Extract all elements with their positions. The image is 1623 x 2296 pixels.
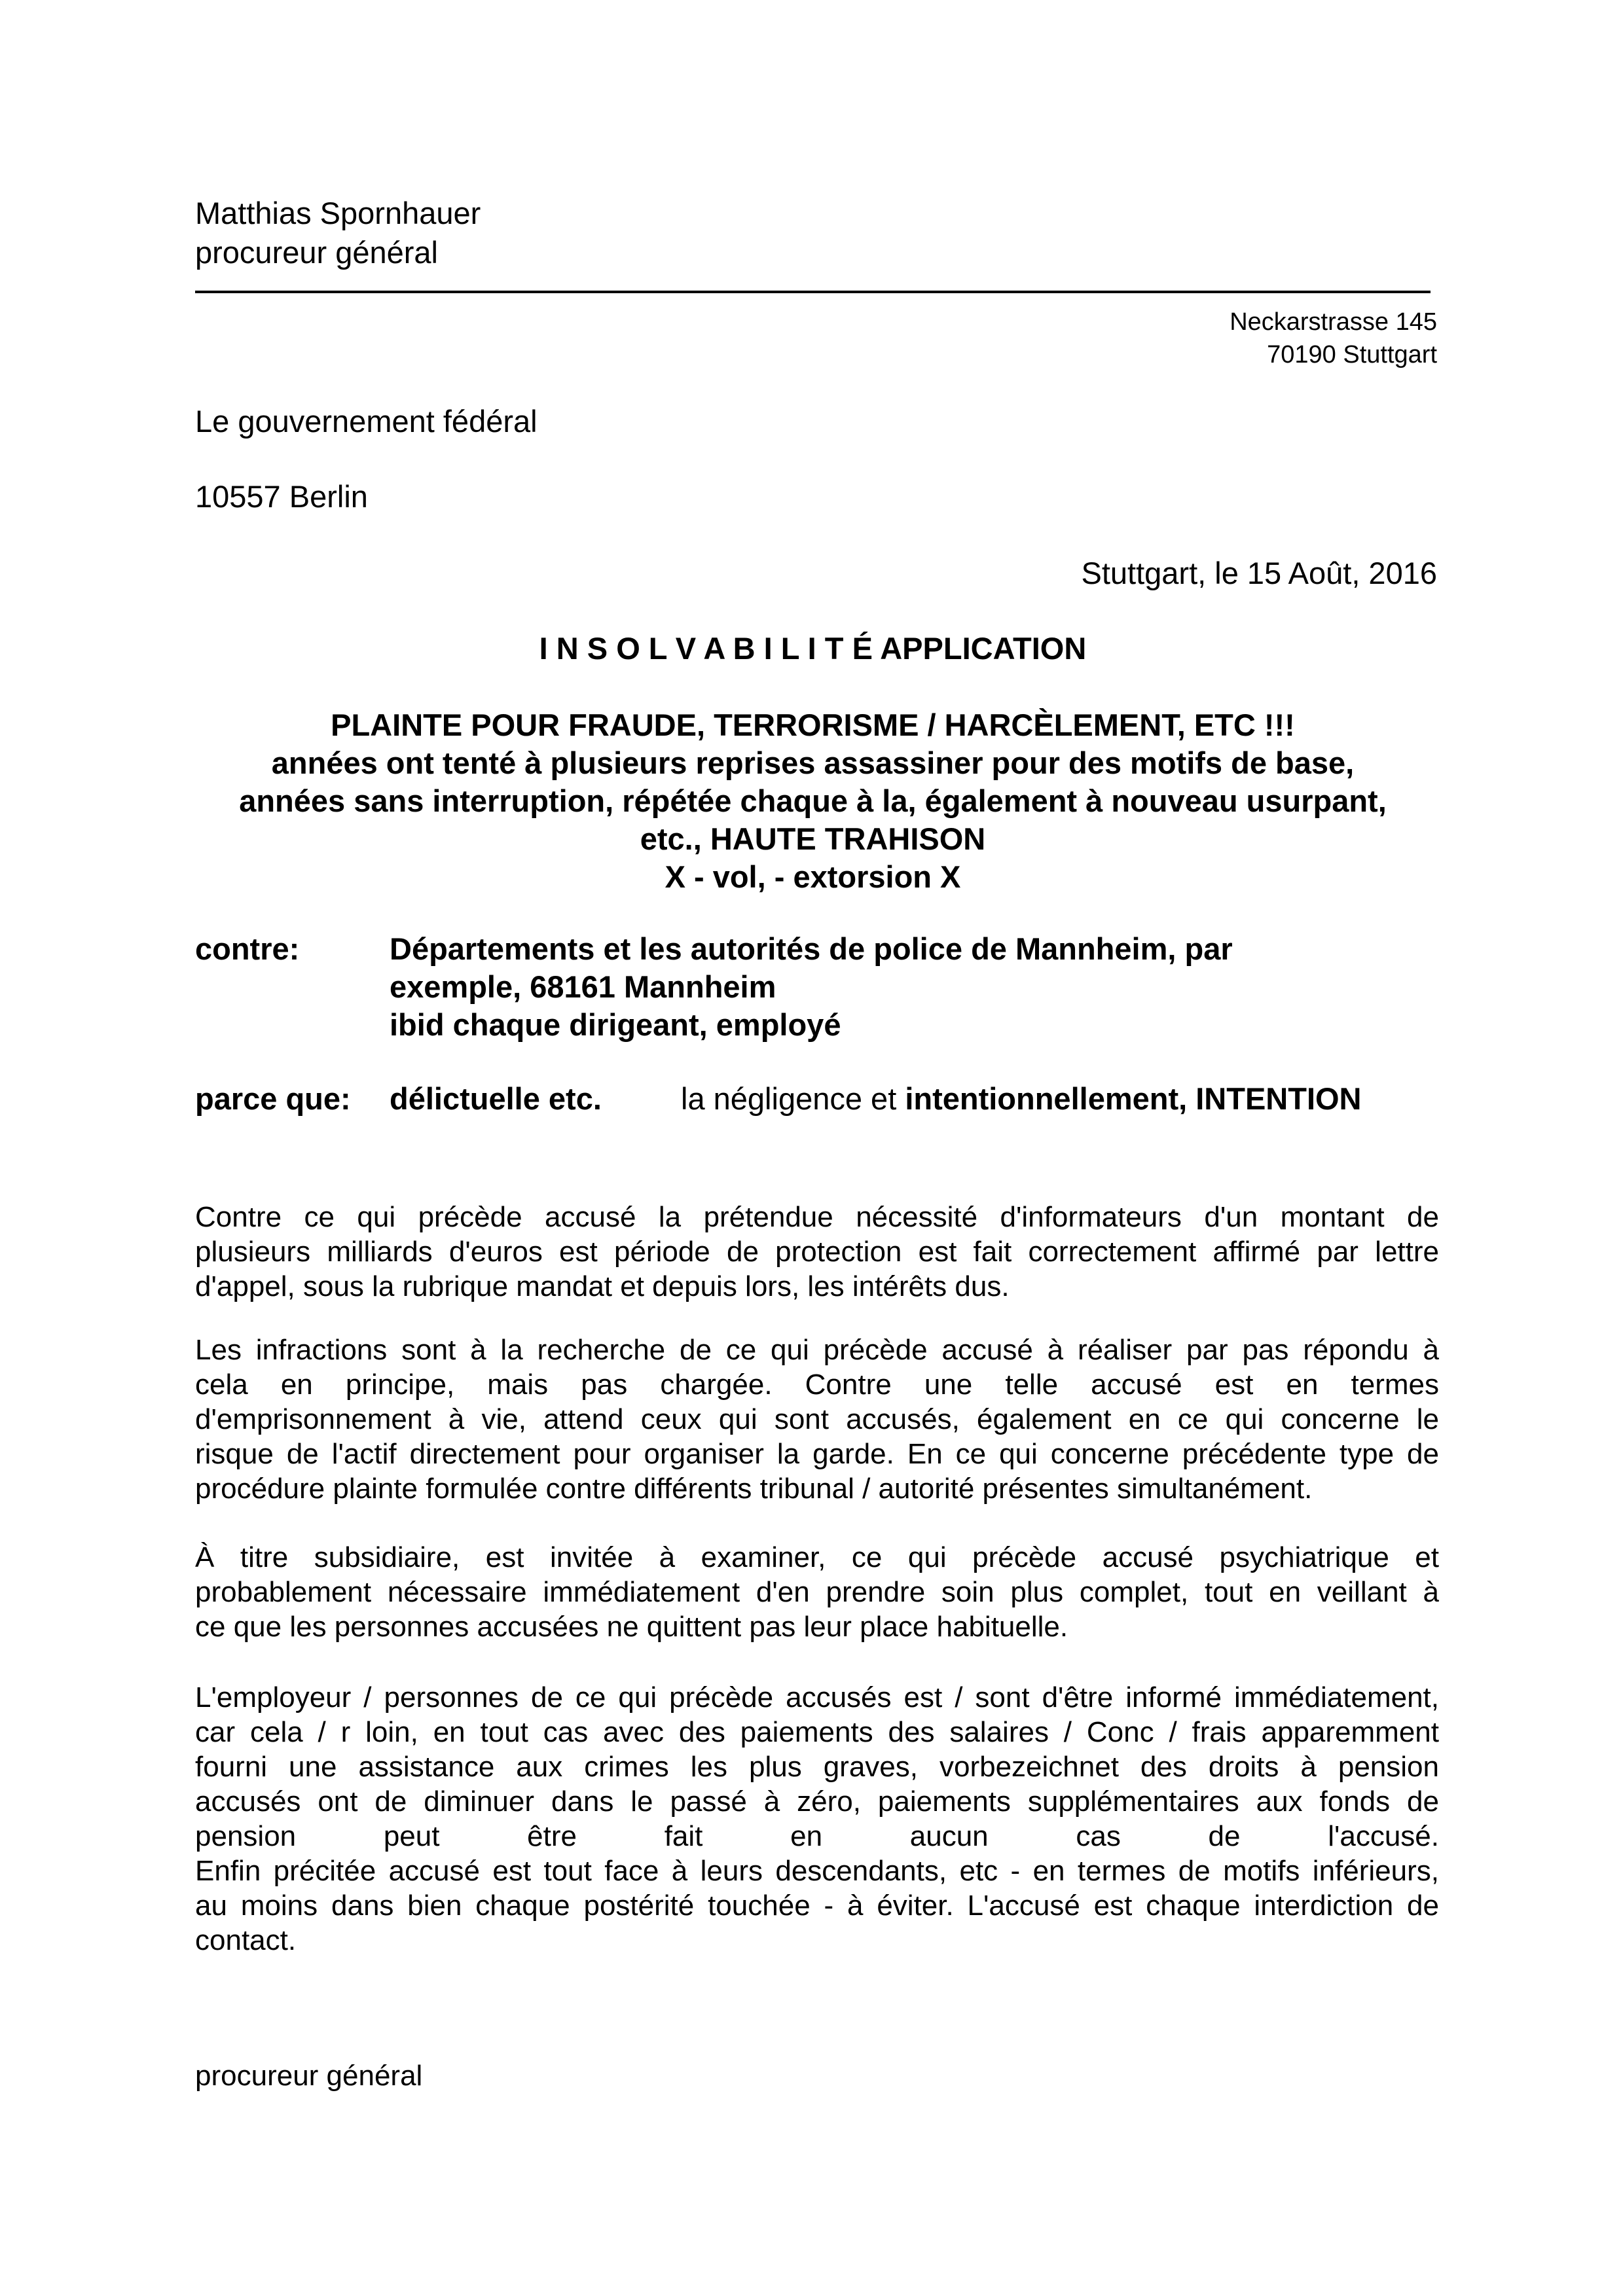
against-text — [390, 930, 1431, 1044]
paragraph-line: fourni une assistance aux crimes les plus graves, vorbezeichnet des droits à pension — [195, 1751, 1439, 1783]
subject-line: X - vol, - extorsion X — [665, 859, 961, 894]
paragraph-line: Enfin précitée accusé est tout face à leurs descendants, etc - en termes de motifs inférieurs, — [195, 1855, 1439, 1887]
paragraph-line: d'emprisonnement à vie, attend ceux qui sont accusés, également en ce qui concerne le — [195, 1403, 1439, 1435]
date-line: Stuttgart, le 15 Août, 2016 — [1081, 556, 1437, 590]
against-line: exemple, 68161 Mannheim — [390, 969, 776, 1004]
because-bold-text: intentionnellement, INTENTION — [905, 1081, 1362, 1116]
because-label: parce que: — [195, 1081, 351, 1116]
recipient-name: Le gouvernement fédéral — [195, 404, 538, 439]
sender-name: Matthias Spornhauer — [195, 196, 481, 230]
paragraph-line: L'employeur / personnes de ce qui précède accusés est / sont d'être informé immédiatement, — [195, 1681, 1439, 1713]
paragraph-line: ce que les personnes accusées ne quittent pas leur place habituelle. — [195, 1611, 1068, 1643]
sender-block — [195, 194, 981, 272]
subject-line: années ont tenté à plusieurs reprises assassiner pour des motifs de base, — [271, 745, 1355, 780]
header-divider — [195, 291, 1431, 293]
subject-block — [195, 706, 1431, 896]
body-paragraph — [195, 1680, 1439, 1958]
sender-title: procureur général — [195, 235, 438, 270]
paragraph-line: probablement nécessaire immédiatement d'en prendre soin plus complet, tout en veillant à — [195, 1576, 1439, 1608]
body-paragraph — [195, 1540, 1439, 1644]
paragraph-line: cela en principe, mais pas chargée. Contre une telle accusé est en termes — [195, 1369, 1439, 1401]
because-normal-text: la négligence et — [681, 1081, 897, 1116]
recipient-city: 10557 Berlin — [195, 479, 368, 514]
because-value: délictuelle etc. — [390, 1081, 602, 1116]
paragraph-line: plusieurs milliards d'euros est période de protection est fait correctement affirmé par lettre — [195, 1236, 1439, 1268]
subject-line: PLAINTE POUR FRAUDE, TERRORISME / HARCÈLEMENT, ETC !!! — [331, 708, 1295, 742]
subject-title: I N S O L V A B I L I T É APPLICATION — [539, 631, 1087, 666]
paragraph-line: Les infractions sont à la recherche de ce qui précède accusé à réaliser par pas répondu à — [195, 1334, 1439, 1366]
against-label: contre: — [195, 931, 300, 966]
paragraph-line: risque de l'actif directement pour organiser la garde. En ce qui concerne précédente type de — [195, 1438, 1439, 1470]
paragraph-line: À titre subsidiaire, est invitée à examiner, ce qui précède accusé psychiatrique et — [195, 1541, 1439, 1573]
because-detail — [681, 1080, 1362, 1118]
return-address — [982, 306, 1437, 371]
paragraph-line: pension peut être fait en aucun cas de l'accusé. — [195, 1820, 1439, 1852]
body-paragraph — [195, 1333, 1439, 1506]
body-paragraph — [195, 1200, 1439, 1304]
paragraph-line: procédure plainte formulée contre différents tribunal / autorité présentes simultanément. — [195, 1473, 1313, 1505]
paragraph-line: au moins dans bien chaque postérité touchée - à éviter. L'accusé est chaque interdiction de — [195, 1890, 1439, 1922]
against-line: Départements et les autorités de police de Mannheim, par — [390, 931, 1233, 966]
subject-line: etc., HAUTE TRAHISON — [640, 821, 986, 856]
paragraph-line: contact. — [195, 1924, 297, 1956]
paragraph-line: d'appel, sous la rubrique mandat et depuis lors, les intérêts dus. — [195, 1270, 1010, 1302]
subject-line: années sans interruption, répétée chaque à la, également à nouveau usurpant, — [239, 783, 1387, 818]
against-line: ibid chaque dirigeant, employé — [390, 1007, 841, 1042]
signature: procureur général — [195, 2060, 423, 2092]
paragraph-line: car cela / r loin, en tout cas avec des paiements des salaires / Conc / frais apparemment — [195, 1716, 1439, 1748]
return-address-city: 70190 Stuttgart — [1267, 341, 1437, 368]
return-address-street: Neckarstrasse 145 — [1230, 308, 1437, 336]
paragraph-line: Contre ce qui précède accusé la prétendue nécessité d'informateurs d'un montant de — [195, 1201, 1439, 1233]
paragraph-line: accusés ont de diminuer dans le passé à zéro, paiements supplémentaires aux fonds de — [195, 1785, 1439, 1818]
